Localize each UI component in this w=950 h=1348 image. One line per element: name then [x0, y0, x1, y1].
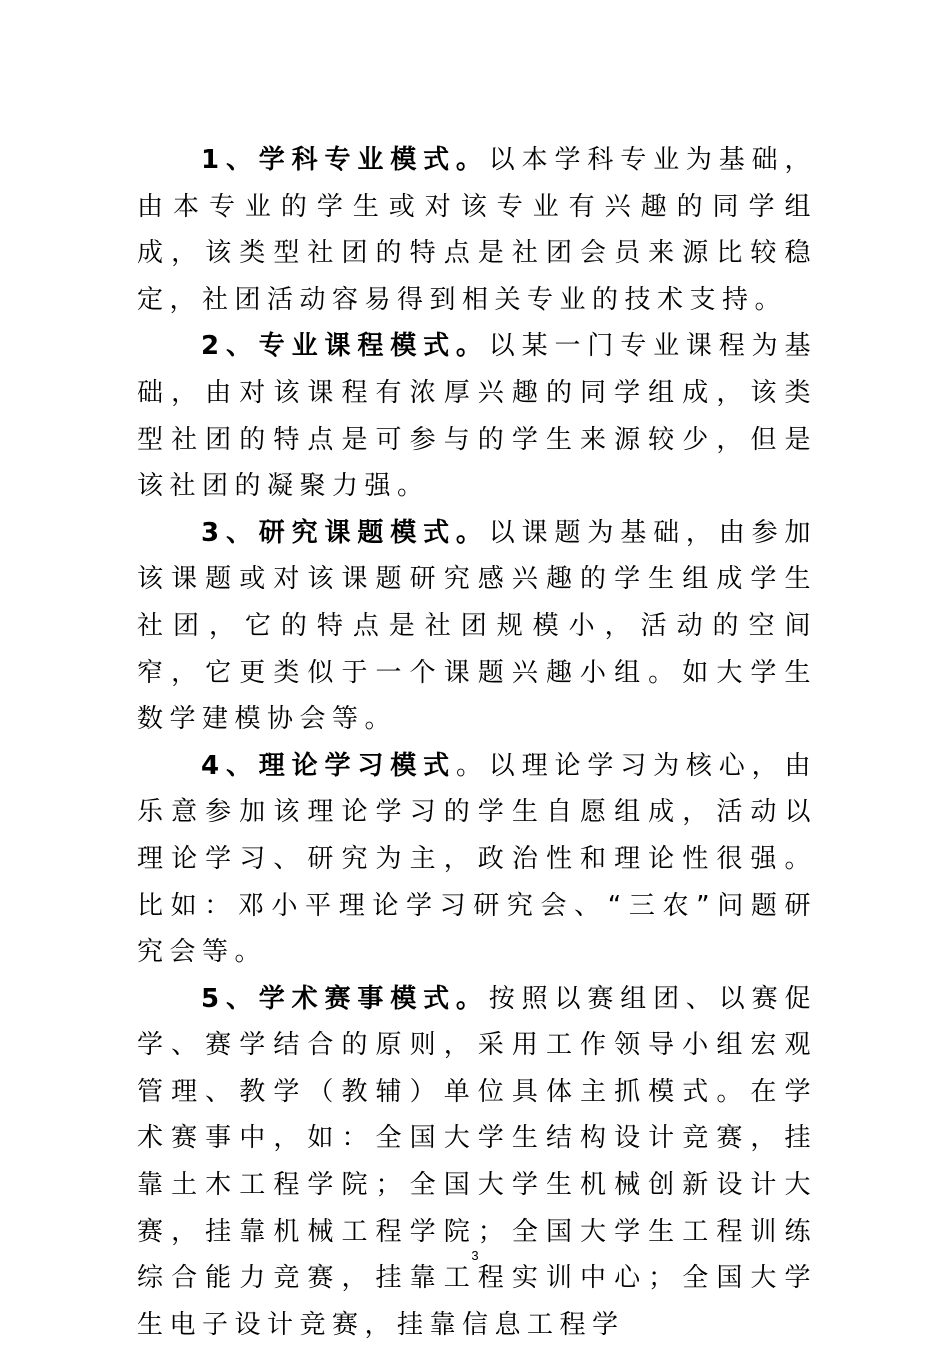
paragraph-theory-study-mode [137, 743, 817, 976]
paragraph-heading: 2、专业课程模式。 [201, 331, 489, 362]
paragraph-heading: 1、学科专业模式。 [201, 145, 489, 175]
paragraph-heading: 3、研究课题模式。 [201, 517, 489, 548]
paragraph-text: 以课题为基础，由参加该课题或对该课题研究感兴趣的学生组成学生社团，它的特点是社团规模小，活动的空间窄，它更类似于一个课题兴趣小组。如大学生数学建模协会等。 [137, 517, 817, 735]
paragraph-text: 。以理论学习为核心，由乐意参加该理论学习的学生自愿组成，活动以理论学习、研究为主，政治性和理论性很强。比如：邓小平理论学习研究会、“三农”问题研究会等。 [137, 750, 817, 968]
paragraph-text: 按照以赛组团、以赛促学、赛学结合的原则，采用工作领导小组宏观管理、教学（教辅）单位具体主抓模式。在学术赛事中，如：全国大学生结构设计竞赛，挂靠土木工程学院；全国大学生机械创新设计大赛，挂靠机械工程学院；全国大学生工程训练综合能力竞赛，挂靠工程实训中心；全国大学生电子设计竞赛，挂靠信息工程学 [137, 983, 817, 1340]
paragraph-subject-major-mode [137, 137, 817, 323]
paragraph-research-topic-mode [137, 510, 817, 743]
paragraph-academic-competition-mode [137, 976, 817, 1348]
paragraph-text: 以本学科专业为基础，由本专业的学生或对该专业有兴趣的同学组成，该类型社团的特点是社团会员来源比较稳定，社团活动容易得到相关专业的技术支持。 [137, 145, 817, 315]
paragraph-text: 以某一门专业课程为基础，由对该课程有浓厚兴趣的同学组成，该类型社团的特点是可参与的学生来源较少，但是该社团的凝聚力强。 [137, 331, 817, 502]
page-number: 3 [471, 1248, 479, 1263]
paragraph-heading: 5、学术赛事模式。 [201, 983, 489, 1014]
document-body [137, 137, 817, 1348]
paragraph-heading: 4、理论学习模式 [201, 750, 456, 781]
paragraph-major-course-mode [137, 323, 817, 509]
